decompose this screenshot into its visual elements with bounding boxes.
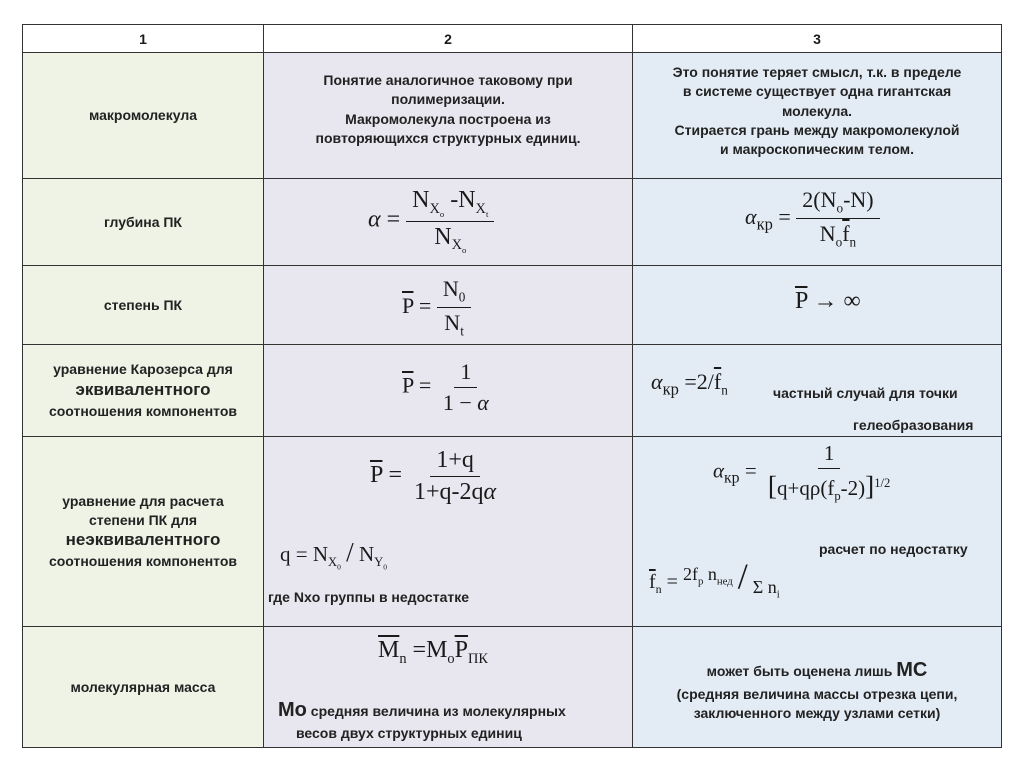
degree-formula: $\overline{P}$ = $\frac{N_0}{N_t}$ (402, 276, 471, 340)
row-nonequivalent-col3 (632, 436, 1002, 627)
gel-point-note-2: гелеобразования (853, 417, 974, 433)
row-depth-col2 (263, 178, 633, 266)
row-depth-col3 (632, 178, 1002, 266)
row-macromolecule-col2 (263, 52, 633, 179)
row-label-degree: степень ПК (22, 265, 264, 345)
deficit-groups-note: где Nxo группы в недостатке (268, 589, 470, 605)
average-functionality-formula: $\overline{f}_n = ^{2f_p n_{нед}} / _{\Sigma n_i}$ (649, 556, 780, 601)
network-mass-text: может быть оценена лишь MC (средняя величина массы отрезка цепи, заключенного между узлами сетки) (676, 659, 958, 721)
row-label-nonequivalent: уравнение для расчета степени ПК для неэквивалентного соотношения компонентов (22, 436, 264, 627)
nonequivalent-formula: $\overline{P}$ = $\frac{1+q}{1+q-2q\alpha}$ (370, 447, 497, 505)
row-nonequivalent-col2 (263, 436, 633, 627)
row-label-macromolecule: макромолекула (22, 52, 264, 179)
gel-point-formula: $\alpha_{кр} =2/\overline{f}_n$ (651, 369, 728, 399)
row-label-carothers: уравнение Карозерса для эквивалентного соотношения компонентов (22, 344, 264, 437)
molecular-mass-formula: $\overline{M}_n =M_o\overline{P}_{ПК}$ (378, 637, 488, 667)
critical-nonequivalent-formula: $\alpha_{кр}$ = $\frac{1}{[q+q\rho(f_p-2)]^{1/2}}$ (713, 441, 891, 504)
q-ratio-formula: $q = N_{X_0} / N_{Y_0}$ (280, 537, 388, 572)
row-macromolecule-col3 (632, 52, 1002, 179)
row-carothers-col2 (263, 344, 633, 437)
header-col-2: 2 (263, 24, 633, 53)
row-degree-col3 (632, 265, 1002, 345)
properties-table (22, 24, 1002, 748)
row-carothers-col3 (632, 344, 1002, 437)
row-label-depth: глубина ПК (22, 178, 264, 266)
row-label-molecular-mass: молекулярная масса (22, 626, 264, 748)
depth-formula: α = $\frac{N_{X_o} -N_{X_t}}{N_{X_o}}$ (368, 187, 494, 255)
degree-infinity-formula: $\overline{P}$ → ∞ (795, 288, 861, 314)
repeat-unit-mass-note-2: весов двух структурных единиц (296, 725, 522, 741)
repeat-unit-mass-note: Mo средняя величина из молекулярных (278, 699, 566, 721)
macromolecule-col3-text: Это понятие теряет смысл, т.к. в пределе в системе существует одна гигантская молекула. Стирается грань между макромолекулой и макроскопическим телом. (672, 64, 962, 158)
deficit-calc-note: расчет по недостатку (819, 541, 968, 557)
row-molecular-mass-col3 (632, 626, 1002, 748)
header-col-3: 3 (632, 24, 1002, 53)
gel-point-note-1: частный случай для точки (773, 385, 958, 401)
critical-depth-formula: $\alpha_{кр}$ = $\frac{2(N_o-N)}{N_o\overline{f}_n}$ (745, 187, 880, 251)
header-col-1: 1 (22, 24, 264, 53)
carothers-formula: $\overline{P}$ = $\frac{1}{1 - \alpha}$ (402, 359, 489, 415)
row-degree-col2 (263, 265, 633, 345)
macromolecule-col2-text: Понятие аналогичное таковому при полимеризации. Макромолекула построена из повторяющихся структурных единиц. (315, 72, 581, 146)
row-molecular-mass-col2 (263, 626, 633, 748)
